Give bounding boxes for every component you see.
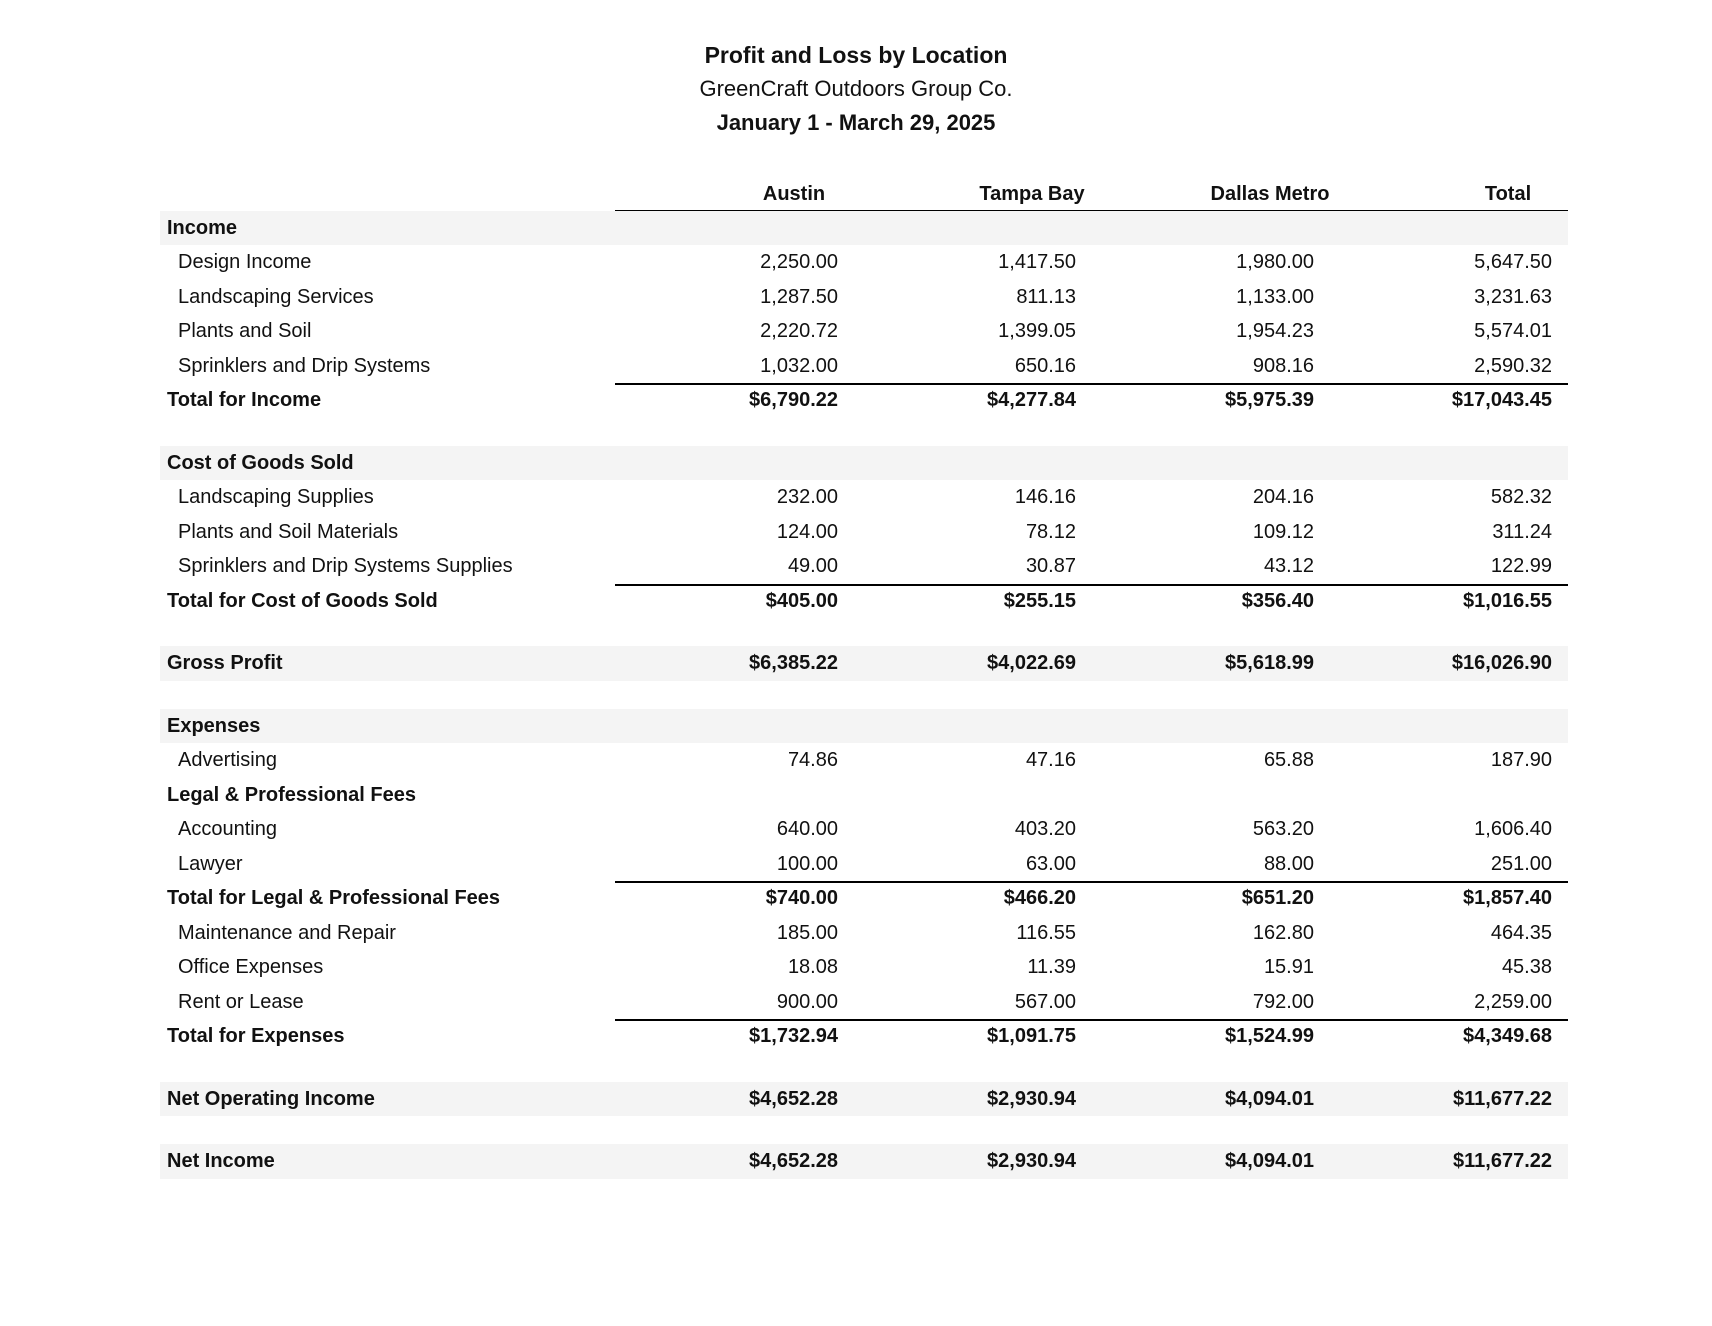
column-header-total: Total bbox=[1484, 183, 1532, 205]
cell-dallas-metro: $356.40 bbox=[1241, 589, 1314, 612]
row-label: Accounting bbox=[178, 818, 277, 840]
cell-austin: 1,032.00 bbox=[760, 354, 838, 377]
cell-austin: $6,790.22 bbox=[749, 389, 838, 411]
cell-tampa-bay: $1,091.75 bbox=[987, 1025, 1076, 1047]
row-label: Advertising bbox=[178, 749, 277, 771]
row-label: Landscaping Supplies bbox=[178, 486, 374, 508]
cell-total: $17,043.45 bbox=[1451, 389, 1552, 411]
row-label: Total for Cost of Goods Sold bbox=[167, 589, 438, 612]
row-label: Landscaping Services bbox=[178, 285, 374, 308]
table-row-net-operating-income bbox=[160, 1082, 1568, 1117]
row-label: Gross Profit bbox=[167, 652, 283, 674]
cell-austin: 1,287.50 bbox=[760, 285, 838, 308]
cell-total: 251.00 bbox=[1490, 852, 1552, 875]
row-label: Plants and Soil bbox=[178, 320, 312, 342]
cell-austin: 18.08 bbox=[787, 956, 838, 978]
table-row-sprinklers-and-drip-systems-supplies bbox=[160, 549, 1568, 584]
cell-austin: 2,220.72 bbox=[760, 320, 838, 342]
table-row-office-expenses bbox=[160, 950, 1568, 985]
cell-dallas-metro: 162.80 bbox=[1252, 921, 1314, 944]
report-title: Profit and Loss by Location bbox=[704, 42, 1008, 68]
table-row-total-for-income bbox=[160, 383, 1568, 418]
cell-dallas-metro: 204.16 bbox=[1252, 486, 1314, 508]
cell-tampa-bay: 1,417.50 bbox=[998, 251, 1076, 273]
row-spacer bbox=[160, 418, 1568, 446]
row-label: Total for Expenses bbox=[167, 1025, 345, 1047]
cell-tampa-bay: $4,277.84 bbox=[987, 389, 1076, 411]
report-header bbox=[0, 38, 1712, 140]
cell-dallas-metro: $651.20 bbox=[1241, 887, 1314, 909]
table-row-design-income bbox=[160, 245, 1568, 280]
table-row-rent-or-lease bbox=[160, 985, 1568, 1020]
cell-austin: 100.00 bbox=[776, 852, 838, 875]
profit-loss-table bbox=[160, 176, 1568, 1179]
cell-dallas-metro: 792.00 bbox=[1252, 990, 1314, 1013]
cell-austin: $1,732.94 bbox=[749, 1025, 838, 1047]
cell-austin: $4,652.28 bbox=[749, 1150, 838, 1172]
row-label: Total for Legal & Professional Fees bbox=[167, 887, 501, 909]
table-row-lawyer bbox=[160, 847, 1568, 882]
cell-tampa-bay: 146.16 bbox=[1014, 486, 1076, 508]
cell-tampa-bay: 11.39 bbox=[1027, 956, 1076, 978]
cell-austin: 640.00 bbox=[776, 818, 838, 840]
cell-total: $11,677.22 bbox=[1453, 1087, 1552, 1110]
table-row-sprinklers-and-drip-systems bbox=[160, 349, 1568, 384]
cell-total: 45.38 bbox=[1501, 956, 1552, 978]
report-period: January 1 - March 29, 2025 bbox=[716, 110, 996, 135]
cell-dallas-metro: 88.00 bbox=[1263, 852, 1314, 875]
cell-tampa-bay: $4,022.69 bbox=[987, 652, 1076, 674]
cell-dallas-metro: $1,524.99 bbox=[1225, 1025, 1314, 1047]
cell-dallas-metro: 109.12 bbox=[1252, 520, 1314, 543]
table-row-landscaping-supplies bbox=[160, 480, 1568, 515]
cell-austin: $740.00 bbox=[765, 887, 838, 909]
column-header-tampa-bay: Tampa Bay bbox=[979, 183, 1085, 205]
row-label: Sprinklers and Drip Systems bbox=[178, 354, 431, 377]
cell-dallas-metro: 1,980.00 bbox=[1236, 251, 1314, 273]
row-label: Rent or Lease bbox=[178, 990, 304, 1013]
row-label: Design Income bbox=[178, 251, 312, 273]
cell-tampa-bay: $2,930.94 bbox=[987, 1087, 1076, 1110]
cell-dallas-metro: 563.20 bbox=[1252, 818, 1314, 840]
cell-tampa-bay: 78.12 bbox=[1025, 520, 1076, 543]
cell-dallas-metro: $4,094.01 bbox=[1225, 1150, 1314, 1172]
cell-total: $4,349.68 bbox=[1463, 1025, 1552, 1047]
table-row-income bbox=[160, 211, 1568, 246]
row-label: Expenses bbox=[167, 714, 261, 737]
cell-austin: 49.00 bbox=[787, 555, 838, 577]
cell-tampa-bay: 47.16 bbox=[1025, 749, 1076, 771]
cell-dallas-metro: 1,133.00 bbox=[1236, 285, 1314, 308]
cell-tampa-bay: 30.87 bbox=[1025, 555, 1076, 577]
cell-austin: 900.00 bbox=[776, 990, 838, 1013]
cell-total: 3,231.63 bbox=[1474, 285, 1552, 308]
table-row-total-for-expenses bbox=[160, 1019, 1568, 1054]
row-label: Total for Income bbox=[167, 389, 322, 411]
cell-dallas-metro: 43.12 bbox=[1263, 555, 1314, 577]
row-label: Income bbox=[167, 216, 238, 239]
cell-total: 5,574.01 bbox=[1474, 320, 1552, 342]
cell-total: $1,857.40 bbox=[1463, 887, 1552, 909]
table-row-total-for-cost-of-goods-sold bbox=[160, 584, 1568, 619]
row-spacer bbox=[160, 681, 1568, 709]
column-header-dallas-metro: Dallas Metro bbox=[1210, 183, 1330, 205]
cell-total: 311.24 bbox=[1492, 520, 1552, 543]
cell-austin: 124.00 bbox=[776, 520, 838, 543]
table-row-total-for-legal-and-professional-fees bbox=[160, 881, 1568, 916]
row-label: Office Expenses bbox=[178, 956, 324, 978]
cell-tampa-bay: 1,399.05 bbox=[998, 320, 1076, 342]
column-header-row bbox=[160, 176, 1568, 211]
row-label: Legal & Professional Fees bbox=[167, 783, 416, 806]
table-row-cost-of-goods-sold bbox=[160, 446, 1568, 481]
cell-total: 187.90 bbox=[1490, 749, 1552, 771]
cell-austin: $6,385.22 bbox=[749, 652, 838, 674]
cell-austin: $405.00 bbox=[765, 589, 838, 612]
company-name: GreenCraft Outdoors Group Co. bbox=[699, 76, 1013, 101]
cell-tampa-bay: $255.15 bbox=[1003, 589, 1076, 612]
cell-dallas-metro: $4,094.01 bbox=[1225, 1087, 1314, 1110]
row-label: Maintenance and Repair bbox=[178, 921, 396, 944]
row-spacer bbox=[160, 1116, 1568, 1144]
row-spacer bbox=[160, 618, 1568, 646]
cell-tampa-bay: 650.16 bbox=[1014, 354, 1076, 377]
cell-austin: 2,250.00 bbox=[760, 251, 838, 273]
cell-austin: 74.86 bbox=[787, 749, 838, 771]
row-label: Net Operating Income bbox=[167, 1087, 375, 1110]
table-row-accounting bbox=[160, 812, 1568, 847]
cell-tampa-bay: 811.13 bbox=[1016, 285, 1076, 308]
cell-total: 122.99 bbox=[1490, 555, 1552, 577]
cell-total: 5,647.50 bbox=[1474, 251, 1552, 273]
cell-dallas-metro: $5,618.99 bbox=[1225, 652, 1314, 674]
table-row-legal-and-professional-fees bbox=[160, 778, 1568, 813]
table-row-expenses bbox=[160, 709, 1568, 744]
cell-dallas-metro: 65.88 bbox=[1263, 749, 1314, 771]
row-label: Lawyer bbox=[178, 852, 243, 875]
table-row-landscaping-services bbox=[160, 280, 1568, 315]
cell-dallas-metro: 908.16 bbox=[1252, 354, 1314, 377]
cell-austin: 185.00 bbox=[776, 921, 838, 944]
row-label: Cost of Goods Sold bbox=[167, 451, 354, 474]
cell-dallas-metro: $5,975.39 bbox=[1225, 389, 1314, 411]
row-label: Sprinklers and Drip Systems Supplies bbox=[178, 555, 513, 577]
cell-dallas-metro: 15.91 bbox=[1263, 956, 1314, 978]
cell-total: 2,259.00 bbox=[1474, 990, 1552, 1013]
cell-total: 582.32 bbox=[1490, 486, 1552, 508]
cell-total: 1,606.40 bbox=[1474, 818, 1552, 840]
cell-tampa-bay: $466.20 bbox=[1003, 887, 1076, 909]
cell-tampa-bay: 63.00 bbox=[1025, 852, 1076, 875]
row-label: Net Income bbox=[167, 1150, 275, 1172]
cell-total: 2,590.32 bbox=[1474, 354, 1552, 377]
cell-total: $11,677.22 bbox=[1453, 1150, 1552, 1172]
table-row-advertising bbox=[160, 743, 1568, 778]
cell-total: $16,026.90 bbox=[1451, 652, 1552, 674]
cell-total: 464.35 bbox=[1490, 921, 1552, 944]
table-row-plants-and-soil bbox=[160, 314, 1568, 349]
row-spacer bbox=[160, 1054, 1568, 1082]
table-row-net-income bbox=[160, 1144, 1568, 1179]
cell-austin: $4,652.28 bbox=[749, 1087, 838, 1110]
cell-tampa-bay: 567.00 bbox=[1014, 990, 1076, 1013]
table-row-gross-profit bbox=[160, 646, 1568, 681]
cell-tampa-bay: $2,930.94 bbox=[987, 1150, 1076, 1172]
table-body bbox=[160, 211, 1568, 1179]
cell-tampa-bay: 116.55 bbox=[1016, 921, 1076, 944]
cell-tampa-bay: 403.20 bbox=[1014, 818, 1076, 840]
table-row-plants-and-soil-materials bbox=[160, 515, 1568, 550]
column-header-austin: Austin bbox=[762, 183, 826, 205]
table-row-maintenance-and-repair bbox=[160, 916, 1568, 951]
row-label: Plants and Soil Materials bbox=[178, 520, 399, 543]
cell-austin: 232.00 bbox=[776, 486, 838, 508]
cell-total: $1,016.55 bbox=[1463, 589, 1552, 612]
cell-dallas-metro: 1,954.23 bbox=[1236, 320, 1314, 342]
